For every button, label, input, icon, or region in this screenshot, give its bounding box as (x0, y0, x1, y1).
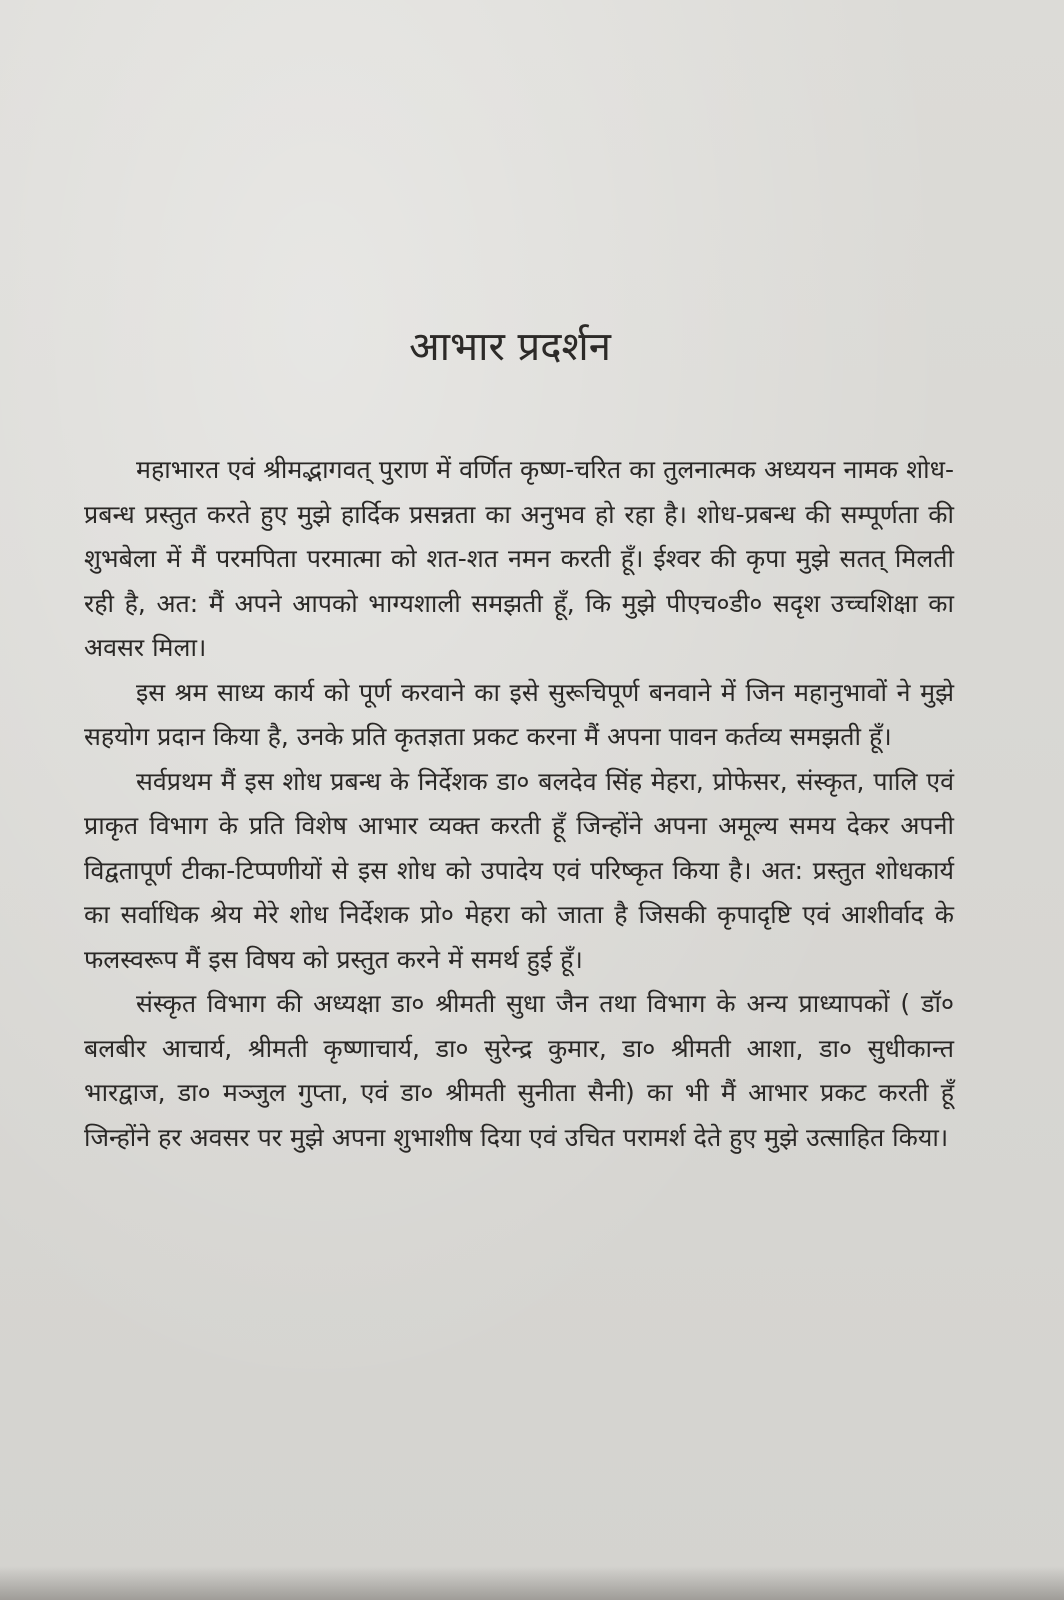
paragraph-3: सर्वप्रथम मैं इस शोध प्रबन्ध के निर्देशक डा० बलदेव सिंह मेहरा, प्रोफेसर, संस्कृत, पालि एवं प्राकृत विभाग के प्रति विशेष आभार व्यक्त करती हूँ जिन्होंने अपना अमूल्य समय देकर अपनी विद्वतापूर्ण टीका-टिप्पणीयों से इस शोध को उपादेय एवं परिष्कृत किया है। अत: प्रस्तुत शोधकार्य का सर्वाधिक श्रेय मेरे शोध निर्देशक प्रो० मेहरा को जाता है जिसकी कृपादृष्टि एवं आशीर्वाद के फलस्वरूप मैं इस विषय को प्रस्तुत करने में समर्थ हुई हूँ। (84, 766, 954, 974)
paragraph-1: महाभारत एवं श्रीमद्भागवत् पुराण में वर्णित कृष्ण-चरित का तुलनात्मक अध्ययन नामक शोध-प्रबन्ध प्रस्तुत करते हुए मुझे हार्दिक प्रसन्नता का अनुभव हो रहा है। शोध-प्रबन्ध की सम्पूर्णता की शुभबेला में मैं परमपिता परमात्मा को शत-शत नमन करती हूँ। ईश्वर की कृपा मुझे सतत् मिलती रही है, अत: मैं अपने आपको भाग्यशाली समझती हूँ, कि मुझे पीएच०डी० सदृश उच्चशिक्षा का अवसर मिला। (84, 455, 954, 662)
page-bottom-shadow (0, 1566, 1064, 1600)
paragraph-2: इस श्रम साध्य कार्य को पूर्ण करवाने का इसे सुरूचिपूर्ण बनवाने में जिन महानुभावों ने मुझे सहयोग प्रदान किया है, उनके प्रति कृतज्ञता प्रकट करना मैं अपना पावन कर्तव्य समझती हूँ। (84, 677, 954, 751)
body-text (84, 448, 954, 1160)
paragraph-4: संस्कृत विभाग की अध्यक्षा डा० श्रीमती सुधा जैन तथा विभाग के अन्य प्राध्यापकों ( डॉ० बलबीर आचार्य, श्रीमती कृष्णाचार्य, डा० सुरेन्द्र कुमार, डा० श्रीमती आशा, डा० सुधीकान्त भारद्वाज, डा० मञ्जुल गुप्ता, एवं डा० श्रीमती सुनीता सैनी) का भी मैं आभार प्रकट करती हूँ जिन्होंने हर अवसर पर मुझे अपना शुभाशीष दिया एवं उचित परामर्श देते हुए मुझे उत्साहित किया। (84, 989, 954, 1152)
page-title: आभार प्रदर्शन (409, 324, 611, 370)
